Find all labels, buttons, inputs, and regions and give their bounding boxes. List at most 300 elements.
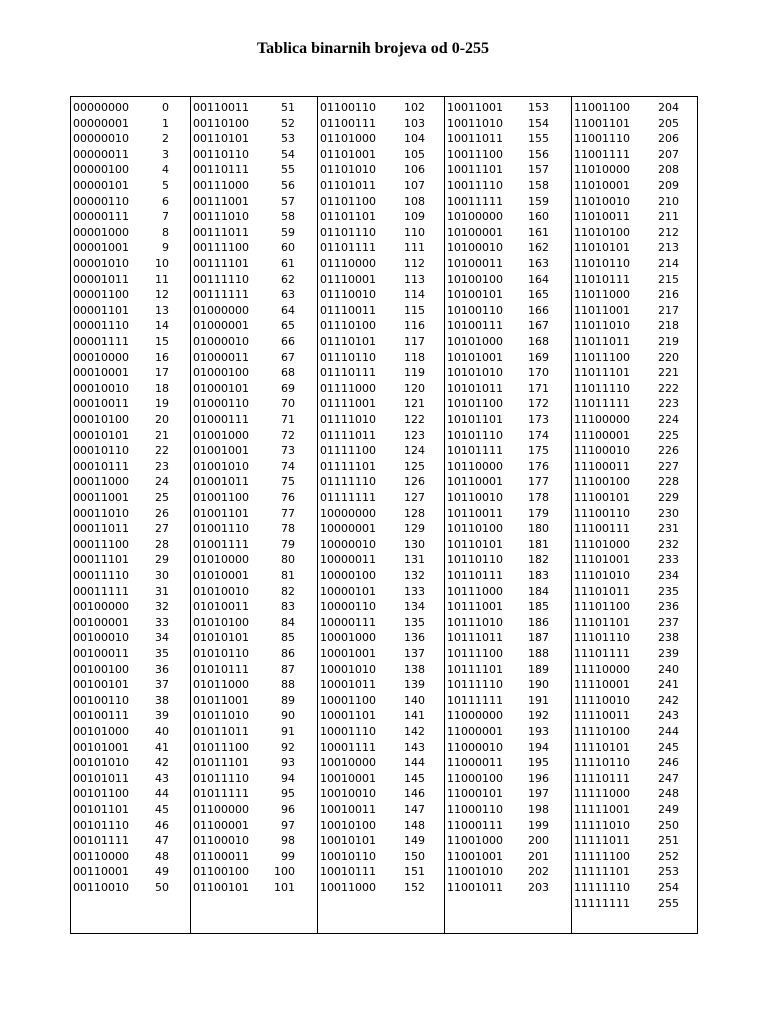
decimal-value: 162: [528, 241, 549, 255]
table-row: [191, 490, 317, 506]
decimal-value: 88: [281, 678, 295, 692]
table-row: [191, 755, 317, 771]
binary-value: 10101010: [447, 366, 503, 380]
decimal-value: 65: [281, 319, 295, 333]
binary-value: 10010010: [320, 787, 376, 801]
table-row: [191, 350, 317, 366]
table-row: [572, 615, 699, 631]
table-row: [445, 443, 571, 459]
binary-value: 10110001: [447, 475, 503, 489]
binary-value: 11100100: [574, 475, 630, 489]
binary-value: 10100001: [447, 225, 503, 239]
table-row: [191, 318, 317, 334]
binary-value: 00101010: [73, 756, 129, 770]
binary-value: 11011100: [574, 350, 630, 364]
decimal-value: 246: [658, 756, 679, 770]
binary-value: 01100111: [320, 116, 376, 130]
binary-value: 00111100: [193, 241, 249, 255]
table-row: [71, 490, 190, 506]
binary-value: 00001000: [73, 225, 129, 239]
table-row: [71, 849, 190, 865]
binary-value: 01011101: [193, 756, 249, 770]
binary-value: 11111000: [574, 787, 630, 801]
table-row: [445, 833, 571, 849]
decimal-value: 20: [155, 413, 169, 426]
decimal-value: 165: [528, 288, 549, 302]
decimal-value: 188: [528, 647, 549, 660]
table-row: [572, 802, 699, 818]
decimal-value: 3: [162, 147, 169, 161]
binary-value: 01100001: [193, 818, 249, 832]
table-row: [445, 584, 571, 600]
binary-value: 10011011: [447, 132, 503, 146]
binary-value: 00101100: [73, 787, 129, 801]
binary-value: 01001010: [193, 459, 249, 473]
decimal-value: 103: [404, 116, 425, 130]
binary-value: 10001100: [320, 693, 376, 707]
table-row: [572, 662, 699, 678]
decimal-value: 140: [404, 693, 425, 707]
binary-value: 00110101: [193, 132, 249, 146]
table-row: [318, 818, 444, 834]
binary-value: 10001000: [320, 631, 376, 645]
table-row: [71, 100, 190, 116]
decimal-value: 64: [281, 303, 295, 317]
binary-value: 10110111: [447, 569, 503, 582]
binary-value: 00010001: [73, 366, 129, 380]
binary-value: 11111111: [574, 896, 630, 910]
binary-value: 10001101: [320, 709, 376, 723]
table-row: [572, 396, 699, 412]
binary-value: 01010001: [193, 569, 249, 582]
table-row: [572, 459, 699, 475]
decimal-value: 199: [528, 818, 549, 832]
binary-value: 01110110: [320, 350, 376, 364]
binary-value: 01110101: [320, 335, 376, 348]
decimal-value: 90: [281, 709, 295, 723]
decimal-value: 6: [162, 194, 169, 208]
binary-value: 11100101: [574, 491, 630, 504]
table-row: [71, 693, 190, 709]
decimal-value: 74: [281, 459, 295, 473]
binary-value: 00000010: [73, 132, 129, 146]
table-row: [572, 880, 699, 896]
decimal-value: 252: [658, 849, 679, 863]
decimal-value: 125: [404, 459, 425, 473]
table-row: [445, 786, 571, 802]
binary-value: 00111010: [193, 210, 249, 224]
binary-value: 01110000: [320, 257, 376, 270]
decimal-value: 51: [281, 101, 295, 114]
decimal-value: 112: [404, 257, 425, 270]
table-row: [191, 537, 317, 553]
binary-value: 00110100: [193, 116, 249, 130]
table-row: [191, 116, 317, 132]
decimal-value: 194: [528, 740, 549, 754]
binary-value: 01000000: [193, 303, 249, 317]
binary-value: 00100101: [73, 678, 129, 692]
decimal-value: 156: [528, 147, 549, 161]
binary-value: 11001001: [447, 849, 503, 863]
decimal-value: 179: [528, 506, 549, 520]
decimal-value: 213: [658, 241, 679, 255]
decimal-value: 138: [404, 662, 425, 676]
decimal-value: 84: [281, 615, 295, 629]
decimal-value: 195: [528, 756, 549, 770]
binary-value: 10001010: [320, 662, 376, 676]
binary-value: 10111111: [447, 693, 503, 707]
table-row: [191, 194, 317, 210]
binary-value: 10100011: [447, 257, 503, 270]
binary-value: 11100011: [574, 459, 630, 473]
table-row: [71, 708, 190, 724]
binary-value: 11111100: [574, 849, 630, 863]
binary-value: 00100111: [73, 709, 129, 723]
decimal-value: 241: [658, 678, 679, 692]
decimal-value: 127: [404, 491, 425, 504]
decimal-value: 41: [155, 740, 169, 754]
decimal-value: 14: [155, 319, 169, 333]
decimal-value: 181: [528, 537, 549, 551]
decimal-value: 233: [658, 553, 679, 567]
binary-value: 00001001: [73, 241, 129, 255]
table-row: [71, 256, 190, 272]
decimal-value: 30: [155, 569, 169, 582]
decimal-value: 223: [658, 397, 679, 411]
binary-value: 10101011: [447, 381, 503, 395]
binary-value: 11110101: [574, 740, 630, 754]
table-row: [318, 677, 444, 693]
table-row: [318, 365, 444, 381]
decimal-value: 167: [528, 319, 549, 333]
decimal-value: 94: [281, 771, 295, 785]
decimal-value: 101: [274, 881, 295, 894]
decimal-value: 243: [658, 709, 679, 723]
decimal-value: 145: [404, 771, 425, 785]
decimal-value: 219: [658, 335, 679, 348]
table-row: [71, 755, 190, 771]
binary-value: 10010111: [320, 865, 376, 879]
decimal-value: 39: [155, 709, 169, 723]
table-row: [71, 740, 190, 756]
table-row: [445, 630, 571, 646]
decimal-value: 89: [281, 693, 295, 707]
decimal-value: 54: [281, 147, 295, 161]
decimal-value: 220: [658, 350, 679, 364]
decimal-value: 1: [162, 116, 169, 130]
table-row: [318, 740, 444, 756]
table-row: [191, 677, 317, 693]
decimal-value: 71: [281, 413, 295, 426]
table-row: [191, 849, 317, 865]
binary-value: 11011101: [574, 366, 630, 380]
decimal-value: 255: [658, 896, 679, 910]
table-row: [572, 818, 699, 834]
decimal-value: 77: [281, 506, 295, 520]
decimal-value: 58: [281, 210, 295, 224]
decimal-value: 212: [658, 225, 679, 239]
binary-value: 11010000: [574, 163, 630, 177]
decimal-value: 79: [281, 537, 295, 551]
binary-value: 01011011: [193, 725, 249, 738]
decimal-value: 198: [528, 803, 549, 816]
binary-value: 01101110: [320, 225, 376, 239]
table-row: [445, 818, 571, 834]
binary-value: 00010010: [73, 381, 129, 395]
decimal-value: 183: [528, 569, 549, 582]
decimal-value: 238: [658, 631, 679, 645]
binary-value: 10111101: [447, 662, 503, 676]
table-row: [318, 755, 444, 771]
table-row: [572, 755, 699, 771]
decimal-value: 141: [404, 709, 425, 723]
table-row: [191, 708, 317, 724]
binary-value: 00111110: [193, 272, 249, 286]
decimal-value: 168: [528, 335, 549, 348]
binary-value: 00111101: [193, 257, 249, 270]
binary-value: 10100110: [447, 303, 503, 317]
binary-value: 01011000: [193, 678, 249, 692]
binary-value: 00010011: [73, 397, 129, 411]
table-row: [572, 630, 699, 646]
table-row: [318, 474, 444, 490]
binary-value: 01100010: [193, 834, 249, 848]
binary-value: 11010001: [574, 179, 630, 192]
binary-value: 10011000: [320, 881, 376, 894]
table-row: [445, 677, 571, 693]
decimal-value: 27: [155, 522, 169, 536]
binary-value: 00110001: [73, 865, 129, 879]
table-row: [445, 131, 571, 147]
decimal-value: 116: [404, 319, 425, 333]
binary-value: 01111100: [320, 444, 376, 458]
binary-value: 10010001: [320, 771, 376, 785]
table-row: [71, 287, 190, 303]
binary-value: 00101101: [73, 803, 129, 816]
binary-value: 00011110: [73, 569, 129, 582]
binary-value: 00000000: [73, 101, 129, 114]
table-row: [445, 194, 571, 210]
binary-value: 00001011: [73, 272, 129, 286]
table-row: [318, 724, 444, 740]
binary-value: 11101111: [574, 647, 630, 660]
table-row: [318, 131, 444, 147]
binary-value: 01001101: [193, 506, 249, 520]
table-row: [318, 428, 444, 444]
decimal-value: 93: [281, 756, 295, 770]
binary-value: 11100111: [574, 522, 630, 536]
binary-value: 00100011: [73, 647, 129, 660]
decimal-value: 169: [528, 350, 549, 364]
binary-value: 01101101: [320, 210, 376, 224]
table-row: [445, 474, 571, 490]
table-row: [71, 350, 190, 366]
decimal-value: 120: [404, 381, 425, 395]
decimal-value: 131: [404, 553, 425, 567]
table-row: [572, 178, 699, 194]
decimal-value: 197: [528, 787, 549, 801]
binary-value: 01010111: [193, 662, 249, 676]
table-row: [572, 303, 699, 319]
decimal-value: 110: [404, 225, 425, 239]
table-row: [71, 412, 190, 428]
decimal-value: 235: [658, 584, 679, 598]
binary-value: 10011100: [447, 147, 503, 161]
binary-value: 11010101: [574, 241, 630, 255]
decimal-value: 227: [658, 459, 679, 473]
table-row: [318, 506, 444, 522]
table-row: [445, 459, 571, 475]
binary-value: 00001101: [73, 303, 129, 317]
decimal-value: 46: [155, 818, 169, 832]
binary-value: 01010101: [193, 631, 249, 645]
decimal-value: 186: [528, 615, 549, 629]
decimal-value: 222: [658, 381, 679, 395]
table-row: [71, 209, 190, 225]
table-row: [318, 381, 444, 397]
binary-value: 01111101: [320, 459, 376, 473]
decimal-value: 224: [658, 413, 679, 426]
decimal-value: 221: [658, 366, 679, 380]
table-row: [572, 849, 699, 865]
table-row: [191, 178, 317, 194]
decimal-value: 114: [404, 288, 425, 302]
table-row: [572, 646, 699, 662]
decimal-value: 144: [404, 756, 425, 770]
binary-value: 10000010: [320, 537, 376, 551]
binary-value: 10111010: [447, 615, 503, 629]
binary-value: 11010011: [574, 210, 630, 224]
decimal-value: 205: [658, 116, 679, 130]
table-row: [318, 693, 444, 709]
decimal-value: 234: [658, 569, 679, 582]
binary-value: 01000111: [193, 413, 249, 426]
binary-value: 11111110: [574, 881, 630, 894]
binary-value: 01011001: [193, 693, 249, 707]
table-row: [445, 162, 571, 178]
binary-value: 11100110: [574, 506, 630, 520]
table-row: [191, 381, 317, 397]
table-row: [318, 584, 444, 600]
decimal-value: 230: [658, 506, 679, 520]
binary-value: 00100010: [73, 631, 129, 645]
binary-value: 10110011: [447, 506, 503, 520]
table-row: [572, 568, 699, 584]
table-row: [191, 833, 317, 849]
table-row: [191, 412, 317, 428]
decimal-value: 109: [404, 210, 425, 224]
decimal-value: 97: [281, 818, 295, 832]
table-column: [572, 97, 699, 933]
table-row: [191, 802, 317, 818]
table-row: [445, 662, 571, 678]
table-row: [191, 147, 317, 163]
binary-value: 10011110: [447, 179, 503, 192]
binary-value: 01111000: [320, 381, 376, 395]
binary-value: 11001110: [574, 132, 630, 146]
decimal-value: 10: [155, 257, 169, 270]
decimal-value: 24: [155, 475, 169, 489]
table-row: [71, 630, 190, 646]
decimal-value: 206: [658, 132, 679, 146]
table-row: [191, 240, 317, 256]
table-row: [445, 693, 571, 709]
table-row: [191, 256, 317, 272]
table-row: [572, 100, 699, 116]
table-row: [318, 459, 444, 475]
binary-value: 11101010: [574, 569, 630, 582]
decimal-value: 240: [658, 662, 679, 676]
binary-value: 01000100: [193, 366, 249, 380]
binary-value: 10110000: [447, 459, 503, 473]
table-row: [191, 272, 317, 288]
binary-value: 10010101: [320, 834, 376, 848]
table-row: [71, 584, 190, 600]
table-row: [191, 724, 317, 740]
table-row: [71, 459, 190, 475]
binary-value: 01100110: [320, 101, 376, 114]
decimal-value: 133: [404, 584, 425, 598]
table-row: [191, 662, 317, 678]
decimal-value: 147: [404, 803, 425, 816]
table-row: [318, 880, 444, 896]
binary-value: 10011111: [447, 194, 503, 208]
table-row: [191, 287, 317, 303]
binary-value: 10001011: [320, 678, 376, 692]
decimal-value: 217: [658, 303, 679, 317]
binary-value: 01001110: [193, 522, 249, 536]
binary-value: 01000011: [193, 350, 249, 364]
table-row: [318, 240, 444, 256]
decimal-value: 173: [528, 413, 549, 426]
decimal-value: 211: [658, 210, 679, 224]
table-row: [445, 599, 571, 615]
binary-value: 00110111: [193, 163, 249, 177]
table-row: [71, 864, 190, 880]
table-row: [572, 786, 699, 802]
decimal-value: 75: [281, 475, 295, 489]
binary-value: 10111001: [447, 600, 503, 614]
binary-value: 10101110: [447, 428, 503, 442]
decimal-value: 38: [155, 693, 169, 707]
decimal-value: 0: [162, 101, 169, 114]
table-row: [71, 225, 190, 241]
table-row: [445, 365, 571, 381]
table-row: [318, 786, 444, 802]
table-row: [445, 100, 571, 116]
binary-value: 01010100: [193, 615, 249, 629]
table-row: [318, 849, 444, 865]
decimal-value: 180: [528, 522, 549, 536]
decimal-value: 170: [528, 366, 549, 380]
binary-value: 00110110: [193, 147, 249, 161]
binary-value: 10011101: [447, 163, 503, 177]
binary-value: 11000010: [447, 740, 503, 754]
decimal-value: 69: [281, 381, 295, 395]
binary-value: 01001000: [193, 428, 249, 442]
table-row: [445, 755, 571, 771]
decimal-value: 159: [528, 194, 549, 208]
decimal-value: 155: [528, 132, 549, 146]
decimal-value: 136: [404, 631, 425, 645]
decimal-value: 28: [155, 537, 169, 551]
binary-value: 01101000: [320, 132, 376, 146]
binary-value: 01110010: [320, 288, 376, 302]
decimal-value: 210: [658, 194, 679, 208]
table-row: [445, 490, 571, 506]
decimal-value: 202: [528, 865, 549, 879]
table-row: [191, 225, 317, 241]
